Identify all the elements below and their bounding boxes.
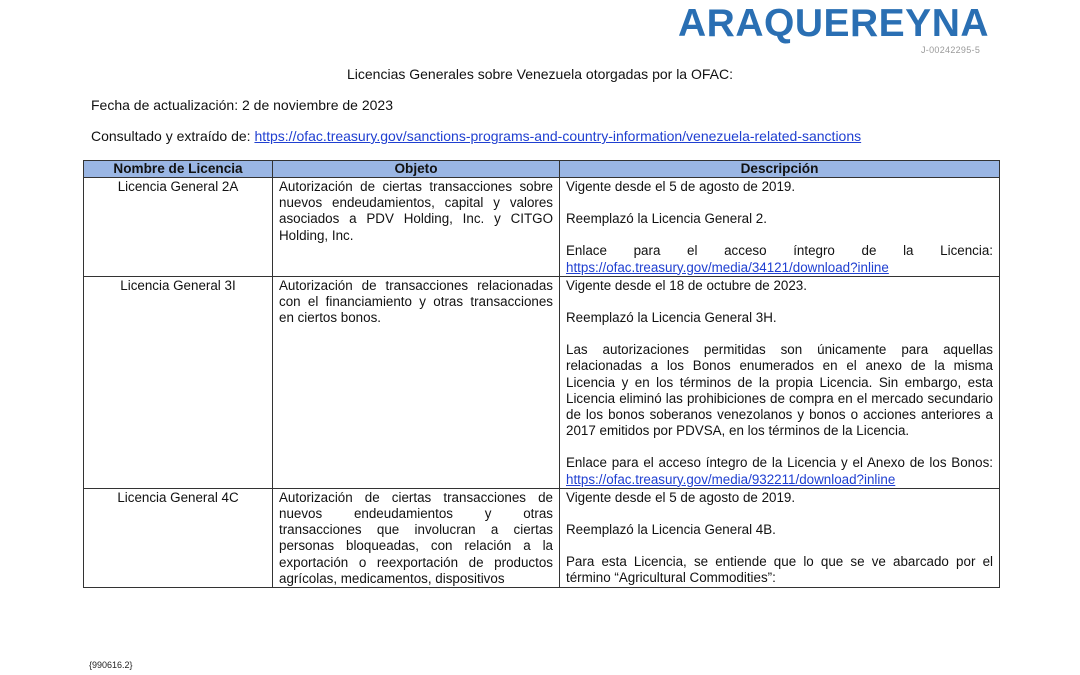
description-replaced: Reemplazó la Licencia General 3H. bbox=[566, 310, 777, 326]
license-object bbox=[273, 488, 560, 587]
rif-number: J-00242295-5 bbox=[921, 45, 981, 55]
description-replaced: Reemplazó la Licencia General 2. bbox=[566, 211, 767, 227]
description-link-line bbox=[566, 243, 993, 275]
license-link[interactable]: https://ofac.treasury.gov/media/34121/download?inline bbox=[566, 259, 889, 275]
document-code: {990616.2} bbox=[89, 660, 133, 670]
description-validity: Vigente desde el 18 de octubre de 2023. bbox=[566, 277, 807, 293]
license-description bbox=[560, 488, 1000, 587]
source-link[interactable]: https://ofac.treasury.gov/sanctions-programs-and-country-information/venezuela-related-sanctions bbox=[254, 128, 862, 144]
licenses-table bbox=[83, 160, 1000, 588]
description-validity: Vigente desde el 5 de agosto de 2019. bbox=[566, 179, 796, 194]
license-description bbox=[560, 276, 1000, 488]
table-row bbox=[84, 488, 1000, 587]
table-row bbox=[84, 276, 1000, 488]
license-object: Autorización de ciertas transacciones sobre nuevos endeudamientos, capital y valores asociados a PDV Holding, Inc. y CITGO Holding, Inc. bbox=[273, 178, 560, 277]
license-description bbox=[560, 178, 1000, 277]
araquereyna-logo: ARAQUEREYNA bbox=[678, 2, 990, 45]
source-line bbox=[91, 128, 861, 144]
description-link-line bbox=[566, 455, 993, 487]
license-name: Licencia General 2A bbox=[84, 178, 273, 277]
license-name: Licencia General 4C bbox=[84, 488, 273, 587]
license-object: Autorización de transacciones relacionadas con el financiamiento y otras transacciones en ciertos bonos. bbox=[273, 276, 560, 488]
description-link-prefix: Enlace para el acceso íntegro de la Licencia: bbox=[566, 243, 993, 259]
table-row bbox=[84, 178, 1000, 277]
license-link[interactable]: https://ofac.treasury.gov/media/932211/download?inline bbox=[566, 471, 896, 487]
description-validity: Vigente desde el 5 de agosto de 2019. bbox=[566, 489, 796, 505]
source-prefix: Consultado y extraído de: bbox=[91, 128, 255, 144]
description-details: Para esta Licencia, se entiende que lo que se ve abarcado por el término “Agricultural Commodities”: bbox=[566, 554, 993, 586]
document-title: Licencias Generales sobre Venezuela otorgadas por la OFAC: bbox=[346, 66, 733, 82]
license-object-text: Autorización de ciertas transacciones de nuevos endeudamientos y otras transacciones que involucran a ciertas personas bloqueadas, con relación a la exportación o reexportación de productos agrícolas, medicamentos, dispositivos bbox=[279, 489, 553, 586]
license-name: Licencia General 3I bbox=[84, 276, 273, 488]
description-link-prefix: Enlace para el acceso íntegro de la Licencia y el Anexo de los Bonos: bbox=[566, 455, 993, 471]
column-header-name: Nombre de Licencia bbox=[84, 161, 273, 178]
description-replaced: Reemplazó la Licencia General 4B. bbox=[566, 522, 776, 538]
description-details: Las autorizaciones permitidas son únicamente para aquellas relacionadas a los Bonos enumerados en el anexo de la misma Licencia y en los términos de la propia Licencia. Sin embargo, esta Licencia eliminó las prohibiciones de compra en el mercado secundario de los bonos soberanos venezolanos y bonos o acciones anteriores a 2017 emitidos por PDVSA, en los términos de la Licencia. bbox=[566, 342, 993, 439]
column-header-object: Objeto bbox=[273, 161, 560, 178]
column-header-description: Descripción bbox=[560, 161, 1000, 178]
table-header-row bbox=[84, 161, 1000, 178]
update-date: Fecha de actualización: 2 de noviembre de 2023 bbox=[91, 97, 393, 113]
